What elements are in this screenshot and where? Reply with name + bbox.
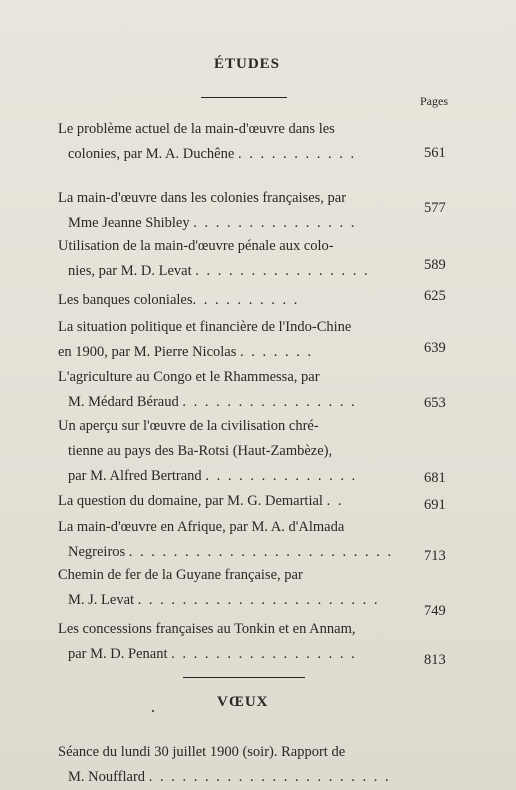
entry-line: La situation politique et financière de l'Indo-Chine [58, 319, 352, 335]
section2-title: VŒUX [217, 694, 269, 710]
entry-line: nies, par M. D. Levat . . . . . . . . . . . . . . . . [68, 263, 370, 279]
entry-line: en 1900, par M. Pierre Nicolas . . . . . . . [58, 344, 314, 360]
stray-mark [152, 710, 154, 712]
section-title: ÉTUDES [214, 56, 281, 72]
toc-entry [58, 563, 403, 613]
entry-line: Les concessions françaises au Tonkin et en Annam, [58, 621, 356, 637]
toc-entry [58, 117, 403, 167]
toc-entry [58, 489, 403, 514]
entry-page-number: 681 [424, 470, 446, 486]
entry-page-number: 713 [424, 548, 446, 564]
entry-page-number: 589 [424, 257, 446, 273]
entry-line: La main-d'œuvre dans les colonies françaises, par [58, 190, 347, 206]
toc-entry [58, 234, 403, 284]
entry-line: colonies, par M. A. Duchêne . . . . . . . . . . . [68, 146, 357, 162]
entry-line: L'agriculture au Congo et le Rhammessa, par [58, 369, 320, 385]
entry-line: La main-d'œuvre en Afrique, par M. A. d'Almada [58, 519, 345, 535]
entry-line: Negreiros . . . . . . . . . . . . . . . . . . . . . . . . [68, 544, 394, 560]
entry-page-number: 691 [424, 497, 446, 513]
entry-line: Utilisation de la main-d'œuvre pénale aux colo- [58, 238, 334, 254]
entry-line: Le problème actuel de la main-d'œuvre dans les [58, 121, 335, 137]
toc-entry [58, 315, 403, 365]
entry-page-number: 653 [424, 395, 446, 411]
section-divider-rule [183, 677, 305, 678]
entry-line: Mme Jeanne Shibley . . . . . . . . . . . . . . . [68, 215, 357, 231]
entry-page-number: 813 [424, 652, 446, 668]
entry-page-number: 561 [424, 145, 446, 161]
title-rule [201, 97, 287, 98]
entry-page-number: 625 [424, 288, 446, 304]
entry-line: Séance du lundi 30 juillet 1900 (soir). Rapport de [58, 744, 346, 760]
toc-entry [58, 365, 403, 415]
entry-line: M. Noufflard . . . . . . . . . . . . . . . . . . . . . . [68, 769, 391, 785]
pages-column-label: Pages [420, 94, 448, 108]
entry-line: M. J. Levat . . . . . . . . . . . . . . . . . . . . . . [68, 592, 380, 608]
entry-line: par M. Alfred Bertrand . . . . . . . . . . . . . . [68, 468, 358, 484]
toc-entry [58, 515, 403, 565]
entry-page-number: 639 [424, 340, 446, 356]
toc-entry [58, 617, 403, 667]
entry-page-number: 577 [424, 200, 446, 216]
entry-line: par M. D. Penant . . . . . . . . . . . . . . . . . [68, 646, 357, 662]
entry-line: M. Médard Béraud . . . . . . . . . . . . . . . . [68, 394, 357, 410]
entry-line: La question du domaine, par M. G. Demartial . . [58, 493, 344, 509]
toc-entry [58, 288, 403, 313]
entry-line: tienne au pays des Ba-Rotsi (Haut-Zambèze), [68, 443, 333, 459]
entry-line: Chemin de fer de la Guyane française, par [58, 567, 303, 583]
entry-line: Un aperçu sur l'œuvre de la civilisation chré- [58, 418, 319, 434]
entry-page-number: 749 [424, 603, 446, 619]
entry-line: Les banques coloniales. . . . . . . . . . [58, 292, 300, 308]
toc-entry [58, 186, 403, 236]
toc-entry [58, 740, 403, 790]
toc-entry [58, 414, 403, 489]
